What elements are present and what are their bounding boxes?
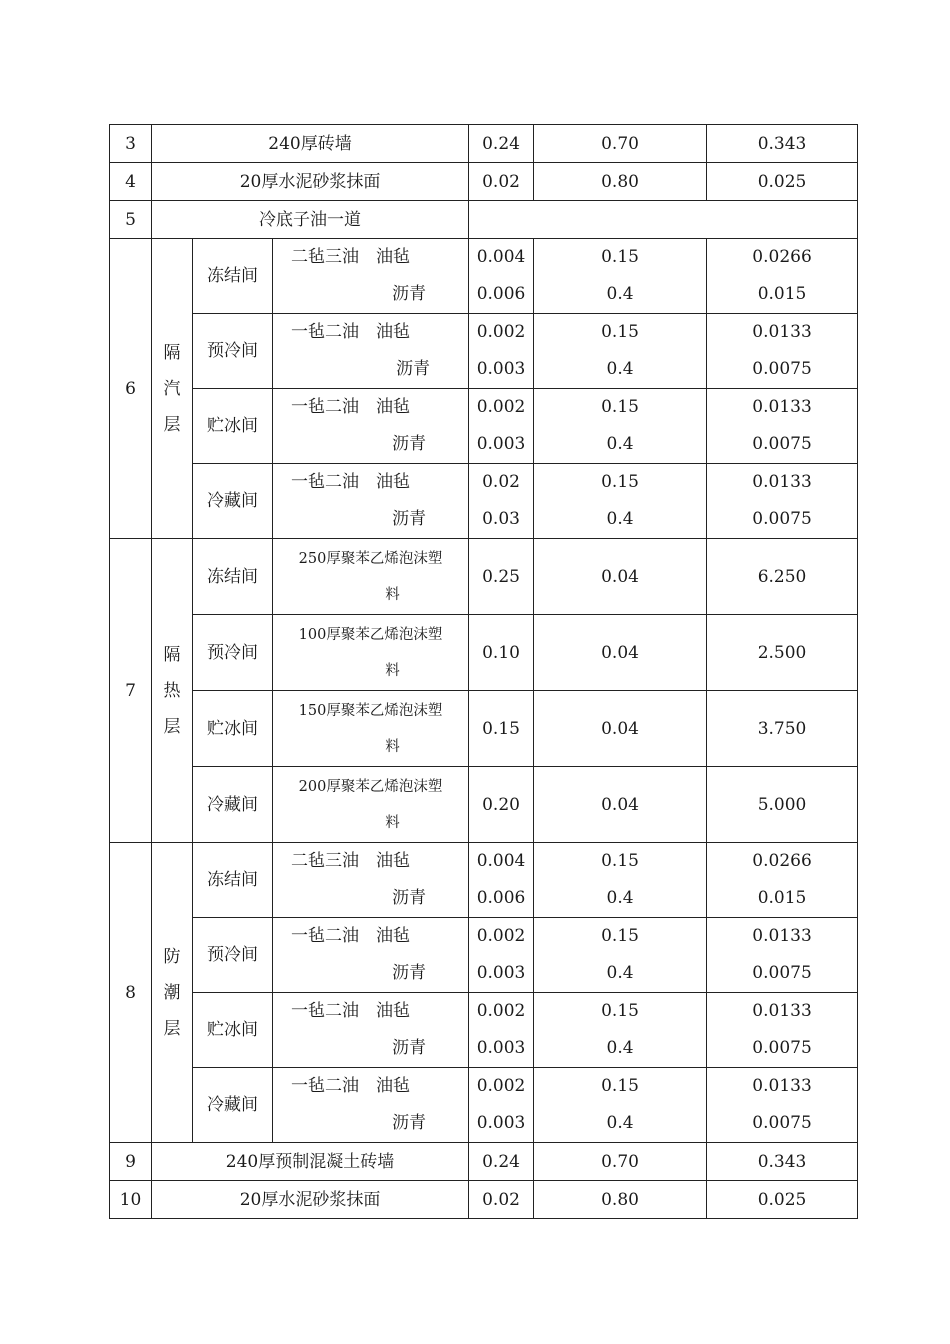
value: 0.015 [757, 284, 807, 304]
material [273, 615, 469, 691]
conductivity: 0.04 [534, 539, 707, 615]
row-number: 8 [110, 843, 152, 1143]
value: 0.4 [606, 359, 634, 379]
room-name: 冷藏间 [193, 464, 273, 539]
room-name: 贮冰间 [193, 389, 273, 464]
material-line: 沥青 [392, 1113, 427, 1133]
conductivity [534, 314, 707, 389]
thickness [469, 389, 534, 464]
material [273, 767, 469, 843]
table-row [110, 314, 858, 389]
conductivity [534, 1068, 707, 1143]
value: 0.002 [476, 1076, 526, 1096]
value: 0.002 [476, 1001, 526, 1021]
value: 0.0075 [752, 1113, 812, 1133]
material-line: 一毡二油 油毡 [291, 472, 410, 492]
value: 0.0075 [752, 509, 812, 529]
value: 0.0133 [752, 1001, 812, 1021]
layer-group-label: 隔热层 [163, 644, 181, 737]
value: 0.02 [482, 472, 520, 492]
value: 0.4 [606, 434, 634, 454]
value: 0.006 [476, 284, 526, 304]
value: 0.0133 [752, 1076, 812, 1096]
material [273, 1068, 469, 1143]
table-row [110, 691, 858, 767]
row-number: 4 [110, 163, 152, 201]
material-line: 料 [385, 662, 400, 679]
resistance [707, 1068, 858, 1143]
thickness: 0.20 [469, 767, 534, 843]
resistance: 3.750 [707, 691, 858, 767]
material-line: 料 [385, 814, 400, 831]
layer-name: 20厚水泥砂浆抹面 [152, 1181, 469, 1219]
table-row [110, 918, 858, 993]
value: 0.003 [476, 1113, 526, 1133]
table-row [110, 1181, 858, 1219]
room-name: 贮冰间 [193, 691, 273, 767]
material-line: 沥青 [392, 434, 427, 454]
value: 0.15 [601, 397, 639, 417]
thickness [469, 918, 534, 993]
row-number: 7 [110, 539, 152, 843]
material [273, 993, 469, 1068]
room-name: 冻结间 [193, 843, 273, 918]
value: 0.0133 [752, 397, 812, 417]
layer-name: 240厚预制混凝土砖墙 [152, 1143, 469, 1181]
conductivity [534, 993, 707, 1068]
value: 0.002 [476, 397, 526, 417]
layer-name: 240厚砖墙 [152, 125, 469, 163]
resistance: 5.000 [707, 767, 858, 843]
conductivity: 0.80 [534, 1181, 707, 1219]
resistance [707, 918, 858, 993]
table-row [110, 1068, 858, 1143]
thickness: 0.10 [469, 615, 534, 691]
value: 0.002 [476, 926, 526, 946]
resistance: 2.500 [707, 615, 858, 691]
row-number: 5 [110, 201, 152, 239]
value: 0.0266 [752, 247, 812, 267]
table-row [110, 993, 858, 1068]
conductivity: 0.04 [534, 767, 707, 843]
material-line: 沥青 [392, 284, 427, 304]
table-row [110, 201, 858, 239]
value: 0.4 [606, 963, 634, 983]
room-name: 冻结间 [193, 539, 273, 615]
resistance [707, 389, 858, 464]
room-name: 冷藏间 [193, 767, 273, 843]
material-line: 沥青 [392, 509, 427, 529]
value: 0.15 [601, 926, 639, 946]
material-line: 100厚聚苯乙烯泡沫塑 [298, 626, 443, 643]
thickness: 0.24 [469, 125, 534, 163]
conductivity [534, 389, 707, 464]
material-line: 沥青 [392, 963, 427, 983]
row-number: 10 [110, 1181, 152, 1219]
resistance: 0.025 [707, 1181, 858, 1219]
value: 0.0133 [752, 926, 812, 946]
value: 0.0075 [752, 963, 812, 983]
room-name: 冻结间 [193, 239, 273, 314]
material [273, 918, 469, 993]
thickness [469, 843, 534, 918]
value: 0.003 [476, 359, 526, 379]
thickness [469, 239, 534, 314]
conductivity: 0.80 [534, 163, 707, 201]
table-row [110, 125, 858, 163]
value: 0.015 [757, 888, 807, 908]
row-number: 3 [110, 125, 152, 163]
conductivity: 0.70 [534, 125, 707, 163]
value: 0.4 [606, 509, 634, 529]
empty-cell [469, 201, 858, 239]
conductivity [534, 918, 707, 993]
resistance: 0.343 [707, 125, 858, 163]
value: 0.15 [601, 472, 639, 492]
thickness: 0.02 [469, 163, 534, 201]
material [273, 314, 469, 389]
layer-group [152, 539, 193, 843]
layer-name: 冷底子油一道 [152, 201, 469, 239]
material [273, 539, 469, 615]
table-row [110, 615, 858, 691]
thickness: 0.15 [469, 691, 534, 767]
material-line: 250厚聚苯乙烯泡沫塑 [298, 550, 443, 567]
conductivity [534, 239, 707, 314]
layer-group-label: 防潮层 [163, 946, 181, 1039]
value: 0.4 [606, 1038, 634, 1058]
value: 0.4 [606, 1113, 634, 1133]
value: 0.4 [606, 888, 634, 908]
table-row [110, 163, 858, 201]
value: 0.15 [601, 247, 639, 267]
layer-table [109, 124, 858, 1219]
layer-group [152, 843, 193, 1143]
room-name: 贮冰间 [193, 993, 273, 1068]
value: 0.0075 [752, 434, 812, 454]
resistance [707, 239, 858, 314]
thickness [469, 314, 534, 389]
material-line: 沥青 [392, 888, 427, 908]
conductivity: 0.04 [534, 615, 707, 691]
value: 0.0133 [752, 472, 812, 492]
conductivity [534, 843, 707, 918]
value: 0.0266 [752, 851, 812, 871]
value: 0.03 [482, 509, 520, 529]
resistance: 0.025 [707, 163, 858, 201]
material [273, 843, 469, 918]
thickness [469, 993, 534, 1068]
row-number: 6 [110, 239, 152, 539]
room-name: 预冷间 [193, 615, 273, 691]
thickness: 0.02 [469, 1181, 534, 1219]
table-row [110, 239, 858, 314]
material [273, 691, 469, 767]
material-line: 一毡二油 油毡 [291, 397, 410, 417]
material [273, 239, 469, 314]
value: 0.15 [601, 322, 639, 342]
resistance [707, 843, 858, 918]
table-row [110, 464, 858, 539]
thickness: 0.25 [469, 539, 534, 615]
material-line: 料 [385, 738, 400, 755]
material-line: 一毡二油 油毡 [291, 926, 410, 946]
material-line: 料 [385, 586, 400, 603]
thickness [469, 1068, 534, 1143]
value: 0.0075 [752, 359, 812, 379]
room-name: 预冷间 [193, 918, 273, 993]
material-line: 一毡二油 油毡 [291, 1001, 410, 1021]
value: 0.003 [476, 963, 526, 983]
table-row [110, 767, 858, 843]
resistance [707, 993, 858, 1068]
thickness: 0.24 [469, 1143, 534, 1181]
value: 0.004 [476, 247, 526, 267]
table-row [110, 389, 858, 464]
material-line: 一毡二油 油毡 [291, 322, 410, 342]
table-row [110, 539, 858, 615]
room-name: 冷藏间 [193, 1068, 273, 1143]
value: 0.006 [476, 888, 526, 908]
material-line: 沥青 [396, 359, 431, 379]
material-line: 200厚聚苯乙烯泡沫塑 [298, 778, 443, 795]
value: 0.15 [601, 1076, 639, 1096]
material-line: 二毡三油 油毡 [291, 247, 410, 267]
material-line: 150厚聚苯乙烯泡沫塑 [298, 702, 443, 719]
conductivity: 0.70 [534, 1143, 707, 1181]
value: 0.003 [476, 1038, 526, 1058]
resistance [707, 314, 858, 389]
value: 0.004 [476, 851, 526, 871]
table-row [110, 843, 858, 918]
room-name: 预冷间 [193, 314, 273, 389]
material-line: 沥青 [392, 1038, 427, 1058]
resistance: 6.250 [707, 539, 858, 615]
material-line: 一毡二油 油毡 [291, 1076, 410, 1096]
table-row [110, 1143, 858, 1181]
material-line: 二毡三油 油毡 [291, 851, 410, 871]
row-number: 9 [110, 1143, 152, 1181]
conductivity [534, 464, 707, 539]
material [273, 464, 469, 539]
value: 0.002 [476, 322, 526, 342]
thickness [469, 464, 534, 539]
layer-name: 20厚水泥砂浆抹面 [152, 163, 469, 201]
value: 0.0075 [752, 1038, 812, 1058]
resistance [707, 464, 858, 539]
value: 0.15 [601, 851, 639, 871]
resistance: 0.343 [707, 1143, 858, 1181]
value: 0.4 [606, 284, 634, 304]
value: 0.003 [476, 434, 526, 454]
value: 0.0133 [752, 322, 812, 342]
layer-group [152, 239, 193, 539]
material [273, 389, 469, 464]
conductivity: 0.04 [534, 691, 707, 767]
value: 0.15 [601, 1001, 639, 1021]
layer-group-label: 隔汽层 [163, 342, 181, 435]
